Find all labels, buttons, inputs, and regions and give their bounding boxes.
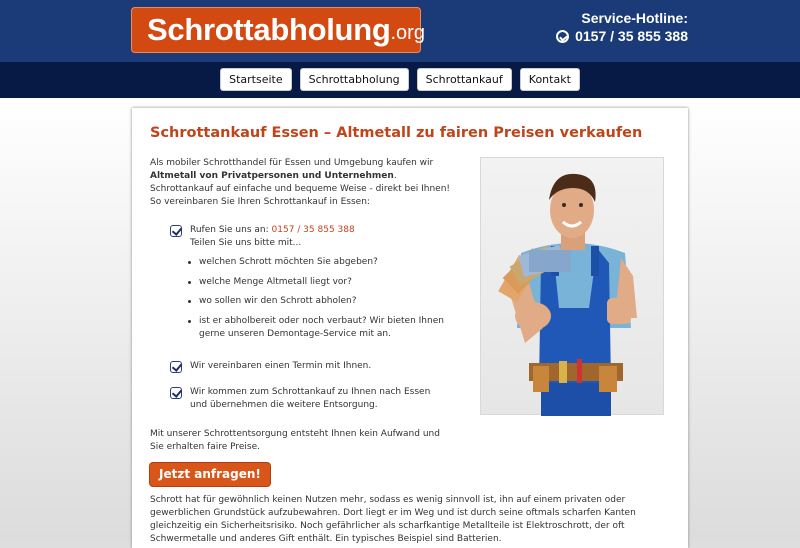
bullet-icon xyxy=(188,300,191,303)
summary-text: Mit unserer Schrottentsorgung entsteht Ihnen kein Aufwand und Sie erhalten faire Preise. xyxy=(150,429,440,452)
main-nav xyxy=(0,69,800,90)
intro-part-2: . Schrottankauf auf einfache und bequeme Weise - direkt bei Ihnen! So vereinbaren Sie Ihren Schrottankauf in Essen: xyxy=(150,171,451,207)
service-hotline xyxy=(556,10,688,44)
checkmark-icon xyxy=(170,361,182,373)
hotline-number-row[interactable] xyxy=(556,28,688,44)
question-text: welchen Schrott möchten Sie abgeben? xyxy=(199,257,378,267)
bullet-icon xyxy=(188,320,191,323)
bottom-text: Schrott hat für gewöhnlich keinen Nutzen mehr, sodass es wenig sinnvoll ist, ihn auf einem privaten oder gewerblichen Grundstück aufzubewahren. Dort liegt er im Weg und ist durch seine oftmals scharfen Kanten gleichzeitig ein Sicherheitsrisiko. Noch gefährlicher als scharfkantige Metallteile ist Elektroschrott, der oft Schwermetalle und anderes Gift enthält. Ein typisches Beispiel sind Batterien. xyxy=(150,495,636,544)
bullet-icon xyxy=(188,281,191,284)
site-logo[interactable] xyxy=(131,7,425,53)
step-pickup xyxy=(170,386,450,412)
bullet-icon xyxy=(188,261,191,264)
list-item xyxy=(188,276,458,289)
page-title: Schrottankauf Essen – Altmetall zu fairen Preisen verkaufen xyxy=(150,125,643,141)
checkmark-icon xyxy=(170,225,182,237)
question-text: ist er abholbereit oder noch verbaut? Wir bieten Ihnen gerne unseren Demontage-Service mit an. xyxy=(199,316,444,339)
list-item xyxy=(188,315,458,341)
question-text: welche Menge Altmetall liegt vor? xyxy=(199,277,352,287)
nav-item-kontakt[interactable]: Kontakt xyxy=(521,69,579,90)
logo-main-text: Schrottabholung xyxy=(147,12,391,47)
nav-item-schrottankauf[interactable]: Schrottankauf xyxy=(418,69,511,90)
nav-item-startseite[interactable]: Startseite xyxy=(221,69,291,90)
main-content xyxy=(132,108,688,548)
list-item xyxy=(188,256,458,269)
question-text: wo sollen wir den Schrott abholen? xyxy=(199,296,357,306)
step-2-text: Wir vereinbaren einen Termin mit Ihnen. xyxy=(190,361,372,371)
nav-item-schrottabholung[interactable]: Schrottabholung xyxy=(301,69,408,90)
phone-icon xyxy=(556,30,569,43)
checkmark-icon xyxy=(170,387,182,399)
list-item xyxy=(188,295,458,308)
intro-text xyxy=(150,157,460,209)
call-prefix: Rufen Sie uns an: xyxy=(190,225,272,235)
worker-with-money-illustration xyxy=(481,158,665,416)
hotline-number[interactable]: 0157 / 35 855 388 xyxy=(575,28,688,44)
hotline-label: Service-Hotline: xyxy=(581,10,688,26)
inquiry-button[interactable]: Jetzt anfragen! xyxy=(150,463,270,486)
intro-bold: Altmetall von Privatpersonen und Unternehmen xyxy=(150,171,394,181)
worker-photo xyxy=(480,157,664,415)
step-3-text: Wir kommen zum Schrottankauf zu Ihnen nach Essen und übernehmen die weitere Entsorgung. xyxy=(190,387,431,410)
logo-tld-text: .org xyxy=(390,21,425,44)
call-sub: Teilen Sie uns bitte mit... xyxy=(190,238,302,248)
intro-part-1: Als mobiler Schrotthandel für Essen und Umgebung kaufen wir xyxy=(150,158,434,168)
step-call xyxy=(170,224,355,250)
call-number-link[interactable]: 0157 / 35 855 388 xyxy=(271,225,355,235)
step-appointment xyxy=(170,360,450,373)
